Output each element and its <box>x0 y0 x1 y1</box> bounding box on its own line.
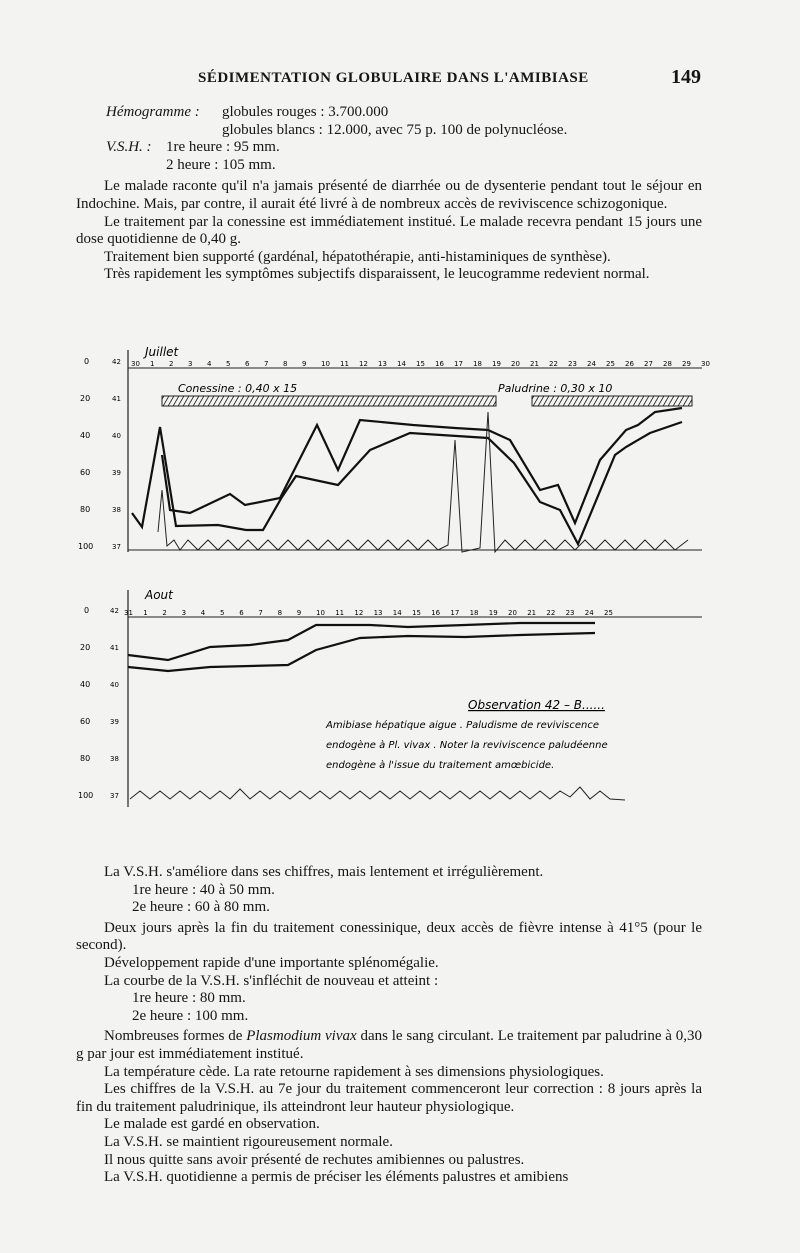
chart-august-day-labels <box>124 609 613 617</box>
day-label: 13 <box>373 609 383 617</box>
day-label: 17 <box>454 360 463 368</box>
day-label: 5 <box>220 609 225 617</box>
svg-text:20: 20 <box>80 643 91 652</box>
day-label: 11 <box>340 360 349 368</box>
vsh-label: V.S.H. : <box>106 139 152 156</box>
svg-text:40: 40 <box>80 680 91 689</box>
day-label: 21 <box>530 360 539 368</box>
svg-text:38: 38 <box>110 755 119 763</box>
day-label: 8 <box>277 609 283 617</box>
chart-july-vsh-axis <box>78 357 93 551</box>
svg-text:100: 100 <box>78 542 94 551</box>
paragraph: Il nous quitte sans avoir présenté de rechutes amibiennes ou palustres. <box>104 1151 525 1168</box>
day-label: 27 <box>644 360 653 368</box>
day-label: 9 <box>302 360 307 368</box>
running-header <box>0 66 800 94</box>
day-label: 20 <box>508 609 517 617</box>
vsh-value-line: 1re heure : 80 mm. <box>132 990 246 1007</box>
day-label: 23 <box>568 360 577 368</box>
day-label: 7 <box>258 609 263 617</box>
svg-text:100: 100 <box>78 791 94 800</box>
chart-july <box>70 330 710 575</box>
day-label: 22 <box>546 609 556 617</box>
svg-text:41: 41 <box>110 644 119 652</box>
page-number: 149 <box>671 66 701 88</box>
day-label: 6 <box>239 609 244 617</box>
chart-august-vsh-axis <box>78 606 93 800</box>
day-label: 14 <box>397 360 406 368</box>
day-label: 30 <box>701 360 710 368</box>
day-label: 15 <box>412 609 421 617</box>
hemogram-line-2: globules blancs : 12.000, avec 75 p. 100 de polynucléose. <box>222 121 568 138</box>
svg-text:60: 60 <box>80 468 91 477</box>
chart-august-month: Aout <box>145 588 173 602</box>
chart-july-month: Juillet <box>145 345 179 359</box>
day-label: 10 <box>321 360 330 368</box>
day-label: 7 <box>264 360 269 368</box>
svg-text:41: 41 <box>112 395 121 403</box>
day-label: 14 <box>392 609 402 617</box>
paragraph: La V.S.H. se maintient rigoureusement normale. <box>104 1133 393 1150</box>
paragraph: Le traitement par la conessine est immédiatement institué. Le malade recevra pendant 15 jours une dose quotidienne de 0,40 g. <box>76 213 702 248</box>
paragraph: Le malade est gardé en observation. <box>104 1116 320 1133</box>
day-label: 12 <box>359 360 368 368</box>
day-label: 15 <box>416 360 425 368</box>
conessine-label: Conessine : 0,40 x 15 <box>178 382 298 395</box>
day-label: 30 <box>131 360 140 368</box>
svg-text:0: 0 <box>84 606 90 615</box>
svg-text:60: 60 <box>80 717 91 726</box>
conessine-bar <box>162 396 496 406</box>
svg-text:38: 38 <box>112 506 121 514</box>
svg-text:80: 80 <box>80 754 91 763</box>
chart-july-day-labels <box>131 360 710 368</box>
day-label: 25 <box>604 609 613 617</box>
paragraph: Deux jours après la fin du traitement conessinique, deux accès de fièvre intense à 41°5 (pour le second). <box>76 919 702 954</box>
chart-august-temperature <box>130 787 625 800</box>
hemogram-label: Hémogramme : <box>106 104 200 120</box>
day-label: 3 <box>188 360 193 368</box>
day-label: 10 <box>316 609 325 617</box>
svg-text:37: 37 <box>110 792 119 800</box>
day-label: 3 <box>181 609 187 617</box>
svg-text:37: 37 <box>112 543 121 551</box>
svg-text:20: 20 <box>80 394 91 403</box>
chart-august-vsh-second-hour <box>128 633 595 671</box>
day-label: 25 <box>606 360 615 368</box>
paragraph: Les chiffres de la V.S.H. au 7e jour du traitement commenceront leur correction : 8 jours après la fin du traitement paludrinique, ils atteindront leur hauteur physiologique. <box>76 1081 702 1115</box>
vsh-value-line: 2e heure : 60 à 80 mm. <box>132 899 270 916</box>
svg-text:42: 42 <box>112 358 121 366</box>
bottom-text-block <box>76 864 702 1187</box>
day-label: 20 <box>511 360 520 368</box>
day-label: 2 <box>162 609 167 617</box>
day-label: 2 <box>169 360 174 368</box>
svg-text:42: 42 <box>110 607 119 615</box>
vsh-value-line: 1re heure : 40 à 50 mm. <box>132 881 275 898</box>
paragraph: La V.S.H. s'améliore dans ses chiffres, mais lentement et irrégulièrement. <box>104 864 544 880</box>
chart-july-vsh-first-hour <box>162 408 682 523</box>
day-label: 9 <box>296 609 302 617</box>
day-label: 16 <box>431 609 441 617</box>
svg-text:40: 40 <box>110 681 119 689</box>
paragraph: Développement rapide d'une importante splénomégalie. <box>104 954 439 971</box>
paragraph: Nombreuses formes de Plasmodium vivax dans le sang circulant. Le traitement par paludrine à 0,30 g par jour est immédiatement institué. <box>76 1028 703 1062</box>
day-label: 24 <box>584 609 594 617</box>
day-label: 18 <box>469 609 479 617</box>
hemogram-line-1: Hémogramme : globules rouges : 3.700.000 <box>76 104 702 122</box>
svg-text:80: 80 <box>80 505 91 514</box>
day-label: 21 <box>527 609 537 617</box>
observation-line-3: endogène à l'issue du traitement amœbicide. <box>326 760 555 771</box>
svg-text:39: 39 <box>112 469 121 477</box>
day-label: 13 <box>378 360 387 368</box>
paragraph: La température cède. La rate retourne rapidement à ses dimensions physiologiques. <box>104 1063 604 1080</box>
chart-july-temp-axis <box>112 358 121 551</box>
paragraph: La V.S.H. quotidienne a permis de préciser les éléments palustres et amibiens <box>104 1169 569 1186</box>
svg-text:40: 40 <box>112 432 121 440</box>
vsh-line-2: 2 heure : 105 mm. <box>166 156 276 173</box>
day-label: 24 <box>587 360 596 368</box>
paludrine-bar <box>532 396 692 406</box>
day-label: 11 <box>335 609 345 617</box>
vsh-value-line: 2e heure : 100 mm. <box>132 1007 249 1024</box>
top-text-block <box>76 104 702 284</box>
svg-text:39: 39 <box>110 718 119 726</box>
day-label: 22 <box>549 360 558 368</box>
day-label: 19 <box>492 360 501 368</box>
chart-august-vsh-first-hour <box>128 623 595 660</box>
svg-text:40: 40 <box>80 431 91 440</box>
day-label: 28 <box>663 360 672 368</box>
day-label: 23 <box>565 609 575 617</box>
paragraph: Traitement bien supporté (gardénal, hépatothérapie, anti-histaminiques de synthèse). <box>104 248 611 265</box>
day-label: 19 <box>488 609 498 617</box>
chart-august-temp-axis <box>110 607 119 800</box>
paragraph: La courbe de la V.S.H. s'infléchit de nouveau et atteint : <box>104 972 439 989</box>
day-label: 12 <box>354 609 364 617</box>
chart-july-vsh-second-hour <box>132 422 682 544</box>
svg-text:0: 0 <box>84 357 90 366</box>
chart-august <box>70 585 710 810</box>
day-label: 17 <box>450 609 460 617</box>
observation-note <box>325 698 608 771</box>
observation-line-2: endogène à Pl. vivax . Noter la reviviscence paludéenne <box>326 740 608 751</box>
day-label: 16 <box>435 360 444 368</box>
day-label: 1 <box>143 609 148 617</box>
running-title: SÉDIMENTATION GLOBULAIRE DANS L'AMIBIASE <box>198 70 589 86</box>
observation-line-1: Amibiase hépatique aigue . Paludisme de reviviscence <box>326 720 599 731</box>
vsh-line-1: V.S.H. : 1re heure : 95 mm. <box>76 139 702 157</box>
paragraph: Très rapidement les symptômes subjectifs disparaissent, le leucogramme redevient normal. <box>104 266 650 283</box>
day-label: 1 <box>150 360 155 368</box>
day-label: 6 <box>245 360 250 368</box>
day-label: 8 <box>283 360 288 368</box>
paludrine-label: Paludrine : 0,30 x 10 <box>498 382 613 395</box>
paragraph: Le malade raconte qu'il n'a jamais présenté de diarrhée ou de dysenterie pendant tout le séjour en Indochine. Mais, par contre, il aurait été livré à de nombreux accès de reviviscence schizogonique. <box>76 178 702 212</box>
day-label: 26 <box>625 360 634 368</box>
day-label: 29 <box>682 360 691 368</box>
day-label: 4 <box>207 360 212 368</box>
observation-title: Observation 42 – B...... <box>468 698 605 712</box>
day-label: 5 <box>226 360 231 368</box>
day-label: 18 <box>473 360 482 368</box>
day-label: 4 <box>200 609 206 617</box>
day-label: 31 <box>124 609 133 617</box>
